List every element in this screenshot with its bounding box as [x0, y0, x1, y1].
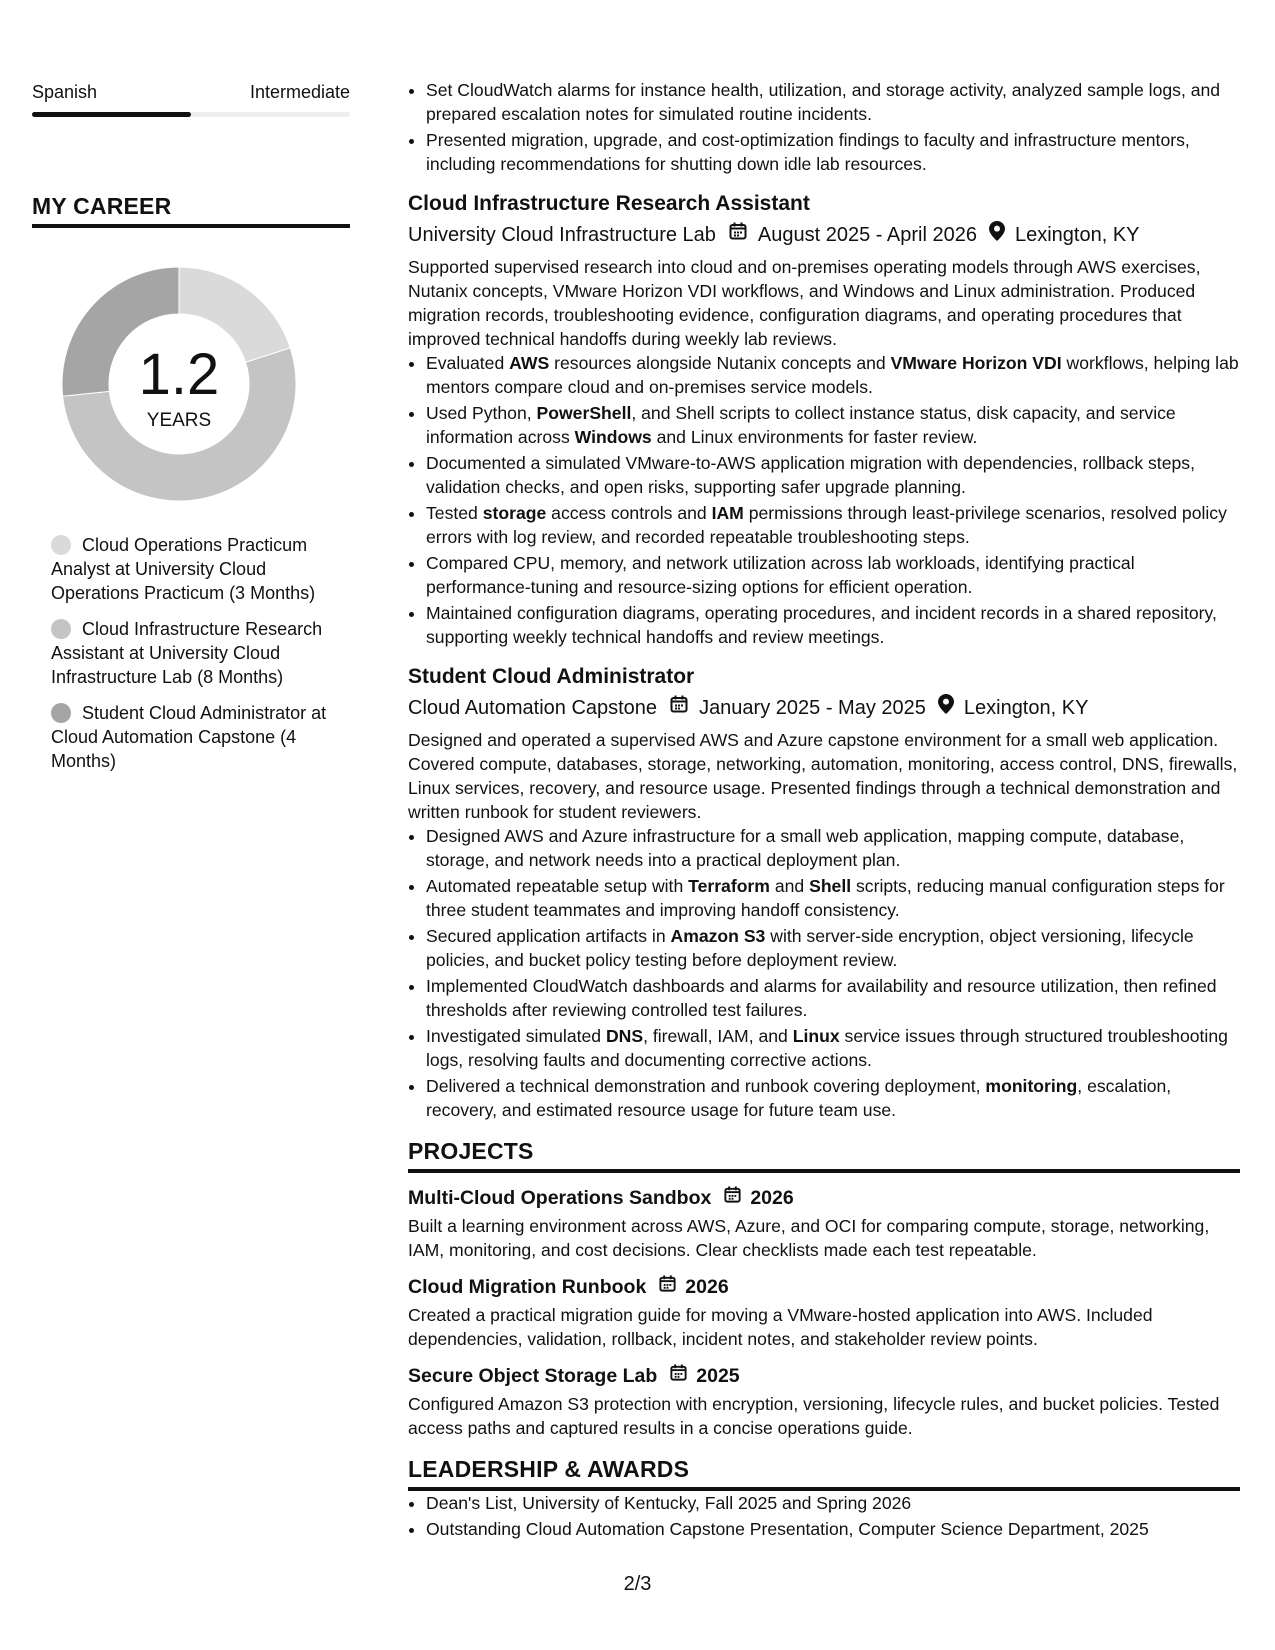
project-title: Secure Object Storage Lab [408, 1365, 658, 1387]
location-pin-icon [938, 694, 954, 722]
career-legend [32, 533, 350, 773]
continued-bullets [408, 78, 1240, 176]
job-title: Student Cloud Administrator [408, 665, 695, 688]
bullet-item: • Presented migration, upgrade, and cost-optimization findings to faculty and infrastructure mentors, including recommendations for shutting down idle lab resources. [426, 128, 1240, 176]
job-meta [408, 221, 1240, 249]
page-number: 2/3 [623, 1573, 652, 1595]
bullet-item: • Maintained configuration diagrams, operating procedures, and incident records in a shared repository, supporting weekly technical handoffs and review meetings. [426, 601, 1240, 649]
career-heading: MY CAREER [32, 191, 350, 228]
legend-item [51, 617, 331, 689]
project-year: 2025 [696, 1365, 740, 1387]
bullet-item: • Designed AWS and Azure infrastructure for a small web application, mapping compute, database, storage, and network needs into a practical deployment plan. [426, 824, 1240, 872]
bullet-keyword: AWS [509, 353, 550, 373]
bullet-keyword: Windows [574, 427, 652, 447]
legend-label: Cloud Infrastructure Research Assistant at University Cloud Infrastructure Lab (8 Months) [51, 619, 323, 687]
awards-heading: LEADERSHIP & AWARDS [408, 1454, 1240, 1491]
calendar-icon [728, 221, 748, 249]
project-title: Cloud Migration Runbook [408, 1276, 647, 1298]
job-dates: January 2025 - May 2025 [699, 697, 926, 719]
calendar-icon [669, 694, 689, 722]
language-name: Spanish [32, 82, 98, 102]
job-location: Lexington, KY [1014, 224, 1140, 246]
bullet-keyword: storage [482, 503, 547, 523]
legend-dot-icon [51, 535, 71, 555]
bullet-item: • Tested storage access controls and IAM permissions through least-privilege scenarios, resolved policy errors with log review, and recorded repeatable troubleshooting steps. [426, 501, 1240, 549]
career-total-unit: YEARS [146, 410, 212, 431]
project-item [408, 1363, 1240, 1440]
job-summary: Supported supervised research into cloud and on-premises operating models through AWS exercises, Nutanix concepts, VMware Horizon VDI workflows, and Windows and Linux administration. Produced migration records, troubleshooting evidence, configuration diagrams, and operating procedures that improved technical handoffs during weekly lab reviews. [408, 257, 1201, 349]
project-title-row [408, 1363, 1240, 1389]
bullet-item: • Automated repeatable setup with Terraform and Shell scripts, reducing manual configuration steps for three student teammates and improving handoff consistency. [426, 874, 1240, 922]
bullet-keyword: Shell [809, 876, 852, 896]
project-year: 2026 [750, 1187, 794, 1209]
bullet-item: • Investigated simulated DNS, firewall, IAM, and Linux service issues through structured troubleshooting logs, resolving faults and documenting corrective actions. [426, 1024, 1240, 1072]
project-year: 2026 [685, 1276, 729, 1298]
job-org: University Cloud Infrastructure Lab [408, 224, 716, 246]
job-bullets [408, 351, 1240, 649]
bullet-item: • Documented a simulated VMware-to-AWS application migration with dependencies, rollback steps, validation checks, and open risks, supporting safer upgrade planning. [426, 451, 1240, 499]
calendar-icon [669, 1363, 688, 1389]
experience-list [408, 190, 1240, 1122]
job-summary: Designed and operated a supervised AWS and Azure capstone environment for a small web application. Covered compute, databases, storage, networking, automation, monitoring, access control, DNS, firewalls, Linux services, recovery, and resource usage. Presented findings through a technical demonstration and written runbook for student reviewers. [408, 730, 1238, 822]
career-total-years: 1.2 [138, 342, 220, 407]
project-title-row [408, 1274, 1240, 1300]
legend-item [51, 533, 331, 605]
calendar-icon [723, 1185, 742, 1211]
job-title: Cloud Infrastructure Research Assistant [408, 192, 810, 215]
language-row [32, 80, 350, 104]
award-item: • Dean's List, University of Kentucky, Fall 2025 and Spring 2026 [426, 1491, 1240, 1515]
bullet-keyword: monitoring [985, 1076, 1078, 1096]
job-location: Lexington, KY [963, 697, 1089, 719]
right-column [408, 78, 1240, 1543]
job-meta [408, 694, 1240, 722]
project-item [408, 1274, 1240, 1351]
project-item [408, 1185, 1240, 1262]
bullet-item: • Compared CPU, memory, and network utilization across lab workloads, identifying practical performance-tuning and resource-sizing options for efficient operation. [426, 551, 1240, 599]
project-description: Built a learning environment across AWS, Azure, and OCI for comparing compute, storage, networking, IAM, monitoring, and cost decisions. Clear checklists made each test repeatable. [408, 1216, 1210, 1260]
bullet-keyword: PowerShell [536, 403, 632, 423]
bullet-keyword: Linux [792, 1026, 840, 1046]
location-pin-icon [989, 221, 1005, 249]
bullet-item: • Secured application artifacts in Amazon S3 with server-side encryption, object versioning, lifecycle policies, and bucket policy testing before deployment review. [426, 924, 1240, 972]
career-donut-chart [56, 261, 302, 507]
legend-dot-icon [51, 703, 71, 723]
project-description: Configured Amazon S3 protection with encryption, versioning, lifecycle rules, and bucket policies. Tested access paths and captured results in a concise operations guide. [408, 1394, 1220, 1438]
language-proficiency-fill [32, 112, 191, 117]
bullet-item: • Used Python, PowerShell, and Shell scripts to collect instance status, disk capacity, and service information across Windows and Linux environments for faster review. [426, 401, 1240, 449]
bullet-item: • Delivered a technical demonstration and runbook covering deployment, monitoring, escalation, recovery, and estimated resource usage for future team use. [426, 1074, 1240, 1122]
language-proficiency-bar [32, 112, 350, 117]
bullet-item: • Set CloudWatch alarms for instance health, utilization, and storage activity, analyzed sample logs, and prepared escalation notes for simulated routine incidents. [426, 78, 1240, 126]
bullet-keyword: DNS [605, 1026, 644, 1046]
award-item: • Outstanding Cloud Automation Capstone Presentation, Computer Science Department, 2025 [426, 1517, 1240, 1541]
calendar-icon [658, 1274, 677, 1300]
project-description: Created a practical migration guide for moving a VMware-hosted application into AWS. Included dependencies, validation, rollback, incident notes, and stakeholder review points. [408, 1305, 1153, 1349]
project-title-row [408, 1185, 1240, 1211]
bullet-keyword: IAM [711, 503, 744, 523]
awards-list [408, 1491, 1240, 1541]
project-title: Multi-Cloud Operations Sandbox [408, 1187, 712, 1209]
legend-dot-icon [51, 619, 71, 639]
bullet-item: • Implemented CloudWatch dashboards and alarms for availability and resource utilization, then refined thresholds after reviewing controlled test failures. [426, 974, 1240, 1022]
projects-heading: PROJECTS [408, 1136, 1240, 1173]
legend-item [51, 701, 331, 773]
projects-list [408, 1185, 1240, 1440]
bullet-keyword: Terraform [688, 876, 770, 896]
bullet-item: • Evaluated AWS resources alongside Nutanix concepts and VMware Horizon VDI workflows, helping lab mentors compare cloud and on-premises service models. [426, 351, 1240, 399]
legend-label: Cloud Operations Practicum Analyst at University Cloud Operations Practicum (3 Months) [51, 535, 316, 603]
left-column [32, 80, 350, 785]
bullet-keyword: Amazon S3 [670, 926, 766, 946]
job-bullets [408, 824, 1240, 1122]
bullet-keyword: VMware Horizon VDI [890, 353, 1062, 373]
legend-label: Student Cloud Administrator at Cloud Automation Capstone (4 Months) [51, 703, 327, 771]
job-org: Cloud Automation Capstone [408, 697, 658, 719]
job-dates: August 2025 - April 2026 [757, 224, 977, 246]
language-level: Intermediate [249, 82, 350, 102]
